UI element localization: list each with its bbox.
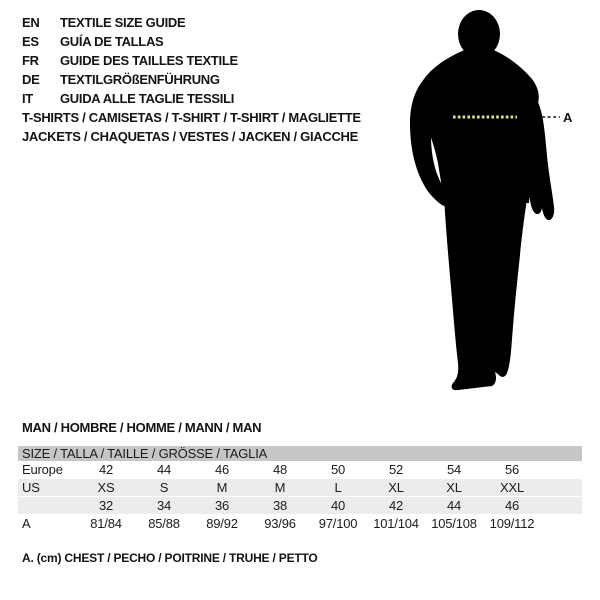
row-label: US [18, 479, 77, 497]
row-label [18, 497, 77, 515]
language-text: TEXTILE SIZE GUIDE [60, 15, 186, 30]
table-row [18, 515, 582, 533]
size-value: 54 [446, 462, 462, 477]
language-text: GUÍA DE TALLAS [60, 34, 164, 49]
language-text: GUIDA ALLE TAGLIE TESSILI [60, 91, 235, 106]
size-value: 38 [251, 497, 309, 515]
row-label: Europe [22, 462, 63, 477]
size-value: XL [425, 479, 483, 497]
size-value: XL [367, 479, 425, 497]
size-value: 32 [77, 497, 135, 515]
language-code: DE [22, 72, 40, 87]
size-value: M [193, 479, 251, 497]
product-type-line: T-SHIRTS / CAMISETAS / T-SHIRT / T-SHIRT / MAGLIETTE [22, 110, 361, 125]
size-value: 105/108 [431, 516, 477, 531]
filler-cell [541, 479, 582, 497]
language-row [22, 70, 238, 89]
size-value: 36 [193, 497, 251, 515]
size-value: 34 [135, 497, 193, 515]
table-row [18, 497, 582, 515]
size-value: S [135, 479, 193, 497]
table-row [18, 479, 582, 497]
measurement-footnote: A. (cm) CHEST / PECHO / POITRINE / TRUHE / PETTO [22, 551, 318, 565]
language-row [22, 89, 238, 108]
filler-cell [541, 497, 582, 515]
size-value: 109/112 [489, 516, 535, 531]
size-value: 44 [425, 497, 483, 515]
language-list [22, 13, 238, 108]
size-value: 97/100 [318, 516, 358, 531]
filler-cell [541, 515, 582, 533]
size-value: 40 [309, 497, 367, 515]
size-value: XS [77, 479, 135, 497]
size-value: 44 [156, 462, 172, 477]
size-table [18, 446, 582, 533]
size-table-header-row [18, 446, 582, 461]
product-type-list [22, 108, 361, 146]
legs-shape [444, 197, 527, 390]
language-text: GUIDE DES TAILLES TEXTILE [60, 53, 238, 68]
filler-cell [541, 461, 582, 479]
size-value: 52 [388, 462, 404, 477]
table-row [18, 461, 582, 479]
size-value: 101/104 [373, 516, 419, 531]
row-label: A [22, 516, 31, 531]
language-code: EN [22, 15, 40, 30]
language-text: TEXTILGRÖßENFÜHRUNG [60, 72, 220, 87]
size-value: 89/92 [206, 516, 238, 531]
size-value: XXL [483, 479, 541, 497]
man-silhouette-figure [390, 5, 585, 400]
size-value: 42 [98, 462, 114, 477]
size-value: L [309, 479, 367, 497]
size-value: 48 [272, 462, 288, 477]
size-value: M [251, 479, 309, 497]
product-type-line: JACKETS / CHAQUETAS / VESTES / JACKEN / GIACCHE [22, 129, 358, 144]
man-silhouette [410, 10, 554, 390]
language-row [22, 32, 238, 51]
section-title-man: MAN / HOMBRE / HOMME / MANN / MAN [22, 420, 262, 435]
measure-label-a: A [563, 110, 573, 125]
language-code: ES [22, 34, 39, 49]
size-table-header: SIZE / TALLA / TAILLE / GRÖSSE / TAGLIA [18, 446, 582, 461]
size-value: 46 [214, 462, 230, 477]
language-code: FR [22, 53, 39, 68]
size-value: 85/88 [148, 516, 180, 531]
size-value: 93/96 [264, 516, 296, 531]
language-code: IT [22, 91, 33, 106]
size-value: 50 [330, 462, 346, 477]
size-value: 42 [367, 497, 425, 515]
size-value: 81/84 [90, 516, 122, 531]
size-value: 56 [504, 462, 520, 477]
language-row [22, 51, 238, 70]
language-row [22, 13, 238, 32]
size-value: 46 [483, 497, 541, 515]
